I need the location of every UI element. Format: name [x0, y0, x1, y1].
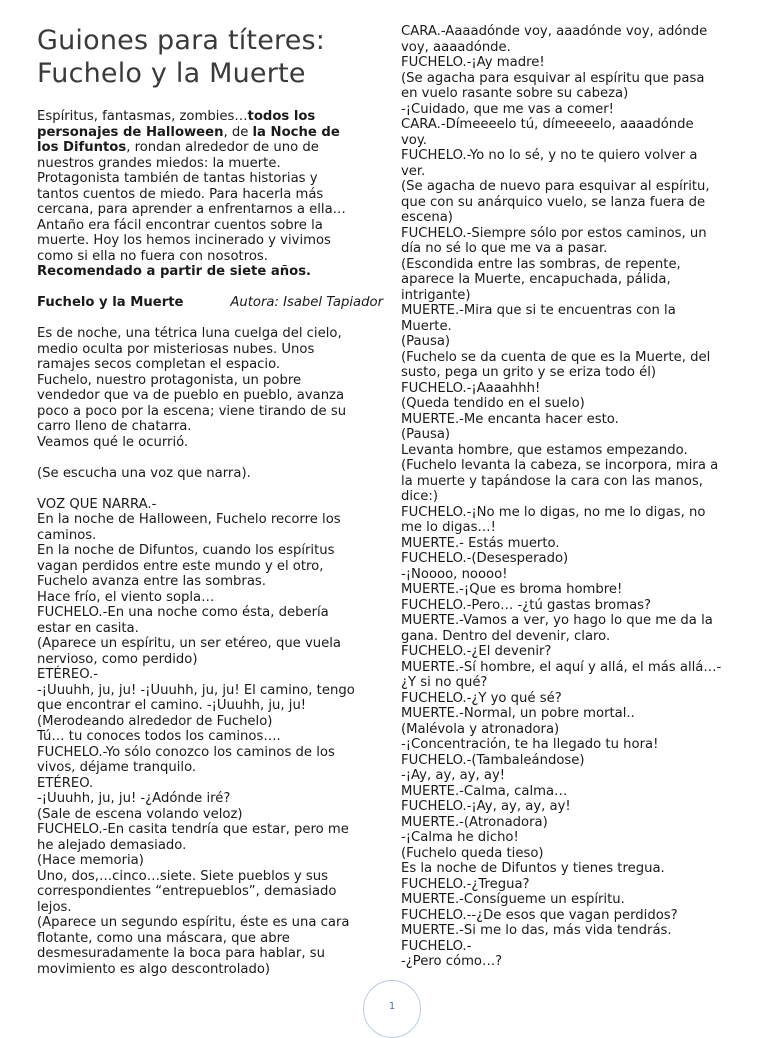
script-line: escena) [401, 210, 453, 225]
script-line: FUCHELO.- [401, 938, 472, 954]
script-line: MUERTE.-Si me lo das, más vida tendrás. [401, 923, 672, 938]
age-recommendation: Recomendado a partir de siete años. [37, 264, 312, 279]
intro-bold-text: todos los [247, 109, 316, 124]
script-line: FUCHELO.-Yo no lo sé, y no te quiero volver a [401, 148, 698, 163]
script-line: (Fuchelo queda tieso) [401, 845, 544, 861]
page-title [37, 24, 383, 90]
script-line: aparece la Muerte, encapuchada, pálida, [401, 272, 671, 287]
script-line: caminos. [37, 527, 97, 543]
intro-bold-text: los Difuntos [37, 140, 127, 155]
script-line: FUCHELO.--¿De esos que vagan perdidos? [401, 907, 678, 923]
script-line: FUCHELO.-En casita tendría que estar, pero me [37, 822, 349, 837]
script-line: MUERTE.-Me encanta hacer esto. [401, 411, 619, 427]
intro-bold-text: personajes de Halloween [37, 124, 224, 140]
script-line: En la noche de Difuntos, cuando los espíritus [37, 543, 335, 558]
intro-line [37, 109, 383, 125]
script-line: vendedor que va de pueblo en pueblo, avanza [37, 388, 345, 403]
script-line: ver. [401, 163, 426, 179]
script-line: MUERTE.-Normal, un pobre mortal.. [401, 706, 635, 721]
script-line: Veamos qué le ocurrió. [37, 434, 189, 450]
script-line: flotante, como una máscara, que abre [37, 930, 290, 946]
intro-line: Antaño era fácil encontrar cuentos sobre la [37, 217, 323, 233]
script-line: desmesuradamente la boca para hablar, su [37, 946, 325, 961]
script-line: he alejado demasiado. [37, 837, 187, 853]
title-line-2: Fuchelo y la Muerte [37, 58, 306, 89]
script-line: Uno, dos,…cinco…siete. Siete pueblos y sus [37, 868, 328, 884]
script-line: VOZ QUE NARRA.- [37, 496, 157, 512]
script-line: En la noche de Halloween, Fuchelo recorre los [37, 512, 341, 527]
script-line: MUERTE.-Calma, calma… [401, 783, 568, 799]
script-line: MUERTE.-¡Que es broma hombre! [401, 582, 623, 597]
script-line: poco a poco por la escena; viene tirando de su [37, 403, 347, 419]
script-line: (Se agacha para esquivar al espíritu que pasa [401, 70, 705, 86]
script-line: (Pausa) [401, 334, 451, 349]
intro-text: , rondan alrededor de uno de [126, 140, 319, 155]
script-line [37, 450, 383, 466]
script-line: (Aparece un segundo espíritu, éste es una cara [37, 915, 350, 930]
script-line: FUCHELO.-Yo sólo conozco los caminos de los [37, 744, 335, 760]
script-line: en vuelo rasante sobre su cabeza) [401, 86, 629, 101]
script-line: FUCHELO.-¿Y yo qué sé? [401, 690, 562, 706]
intro-line: como si ella no fuera con nosotros. [37, 248, 268, 264]
intro-bold-text: la Noche de [252, 124, 340, 140]
intro-text: , de [223, 124, 253, 140]
script-line: día no sé lo que me va a pasar. [401, 241, 608, 256]
script-line: (Fuchelo levanta la cabeza, se incorpora, mira a [401, 458, 719, 473]
script-line: Muerte. [401, 318, 452, 334]
script-line: me lo digas…! [401, 520, 496, 535]
script-line: (Malévola y atronadora) [401, 721, 560, 737]
script-line: ETÉREO.- [37, 667, 99, 682]
script-line: -¿Pero cómo…? [401, 954, 503, 969]
script-line: dice:) [401, 489, 438, 504]
script-line: -¡Uuuhh, ju, ju! -¡Uuuhh, ju, ju! El camino, tengo [37, 682, 355, 698]
intro-text: Espíritus, fantasmas, zombies… [37, 109, 248, 124]
script-line: voy. [401, 132, 427, 148]
script-line: CARA.-Aaaadónde voy, aaadónde voy, adónde [401, 24, 708, 39]
script-line: ramajes secos completan el espacio. [37, 357, 281, 372]
intro-line: nuestros grandes miedos: la muerte. [37, 155, 281, 171]
work-title: Fuchelo y la Muerte [37, 295, 184, 310]
script-line: la muerte y tapándose la cara con las manos, [401, 473, 703, 489]
script-line: vivos, déjame tranquilo. [37, 760, 197, 775]
script-line: Levanta hombre, que estamos empezando. [401, 442, 688, 458]
script-line: (Fuchelo se da cuenta de que es la Muerte, del [401, 349, 711, 365]
script-line: vagan perdidos entre este mundo y el otro, [37, 558, 324, 574]
script-line: que encontrar el camino. -¡Uuuhh, ju, ju! [37, 698, 307, 713]
script-line: (Se agacha de nuevo para esquivar al espíritu, [401, 179, 710, 194]
script-line: lejos. [37, 899, 72, 915]
script-line: -¡Concentración, te ha llegado tu hora! [401, 737, 659, 752]
script-line: carro lleno de chatarra. [37, 419, 192, 434]
script-line: FUCHELO.-¡Ay madre! [401, 55, 545, 70]
script-line: FUCHELO.-(Desesperado) [401, 551, 569, 566]
intro-line: muerte. Hoy los hemos incinerado y vivimos [37, 233, 331, 248]
spacer [37, 280, 383, 296]
script-line: FUCHELO.-En una noche como ésta, debería [37, 605, 329, 620]
script-line: (Se escucha una voz que narra). [37, 465, 251, 481]
script-line: medio oculta por misteriosas nubes. Unos [37, 341, 315, 357]
intro-paragraph [37, 109, 383, 977]
script-line: FUCHELO.-¿Tregua? [401, 876, 530, 892]
script-line: Es de noche, una tétrica luna cuelga del cielo, [37, 326, 342, 341]
script-line: FUCHELO.-Pero… -¿tú gastas bromas? [401, 597, 652, 613]
script-line: Es la noche de Difuntos y tienes tregua. [401, 861, 665, 876]
script-line: Fuchelo avanza entre las sombras. [37, 574, 266, 589]
script-line: -¡Noooo, noooo! [401, 566, 508, 582]
script-line: MUERTE.-(Atronadora) [401, 814, 548, 830]
script-line: MUERTE.- Estás muerto. [401, 535, 560, 551]
script-line: (Pausa) [401, 427, 451, 442]
author-credit: Autora: Isabel Tapiador [230, 295, 383, 310]
intro-line: cercana, para aprender a enfrentarnos a ella… [37, 202, 346, 217]
script-line: MUERTE.-Sí hombre, el aquí y allá, el más allá…- [401, 659, 722, 675]
script-line: -¡Calma he dicho! [401, 830, 519, 845]
script-line: (Sale de escena volando veloz) [37, 806, 243, 822]
title-line-1: Guiones para títeres: [37, 25, 326, 56]
intro-line: Protagonista también de tantas historias y [37, 171, 318, 186]
script-line: (Hace memoria) [37, 853, 144, 868]
script-line: gana. Dentro del devenir, claro. [401, 628, 611, 644]
script-right-column [401, 24, 747, 970]
script-line: que con su anárquico vuelo, se lanza fuera de [401, 194, 706, 210]
script-line: (Escondida entre las sombras, de repente, [401, 256, 681, 272]
script-line: ETÉREO. [37, 775, 94, 791]
script-line [37, 481, 383, 497]
script-line: Fuchelo, nuestro protagonista, un pobre [37, 372, 302, 388]
script-line: nervioso, como perdido) [37, 651, 198, 667]
script-line: correspondientes “entrepueblos”, demasiado [37, 884, 337, 899]
script-left-column [37, 326, 383, 977]
script-line: MUERTE.-Consígueme un espíritu. [401, 892, 625, 907]
script-line: FUCHELO.-¡Ay, ay, ay, ay! [401, 799, 571, 814]
script-line: Hace frío, el viento sopla… [37, 589, 215, 605]
script-line: movimiento es algo descontrolado) [37, 961, 271, 977]
script-line: MUERTE.-Mira que si te encuentras con la [401, 303, 676, 318]
script-line: FUCHELO.-¿El devenir? [401, 644, 552, 659]
script-line: susto, pega un grito y se eriza todo él) [401, 365, 657, 380]
script-line: Tú… tu conoces todos los caminos…. [37, 729, 281, 744]
intro-line: tantos cuentos de miedo. Para hacerla más [37, 186, 324, 202]
script-line: FUCHELO.-Siempre sólo por estos caminos, un [401, 225, 707, 241]
page-number: 1 [363, 980, 421, 1038]
intro-line [37, 125, 383, 141]
script-line: voy, aaaadónde. [401, 39, 511, 55]
script-line: MUERTE.-Vamos a ver, yo hago lo que me da la [401, 613, 713, 628]
script-line: FUCHELO.-(Tambaleándose) [401, 752, 585, 768]
byline [37, 295, 383, 311]
script-line: -¡Ay, ay, ay, ay! [401, 768, 506, 783]
script-line: (Queda tendido en el suelo) [401, 396, 585, 411]
intro-line [37, 140, 383, 156]
spacer [37, 311, 383, 327]
script-line: -¡Uuuhh, ju, ju! -¿Adónde iré? [37, 791, 231, 806]
script-line: FUCHELO.-¡Aaaahhh! [401, 380, 541, 396]
script-line: (Aparece un espíritu, un ser etéreo, que vuela [37, 636, 342, 651]
script-line: FUCHELO.-¡No me lo digas, no me lo digas, no [401, 504, 706, 520]
script-line: CARA.-Dímeeeelo tú, dímeeeelo, aaaadónde [401, 117, 694, 132]
script-line: estar en casita. [37, 620, 139, 636]
script-line: -¡Cuidado, que me vas a comer! [401, 101, 614, 117]
script-line: (Merodeando alrededor de Fuchelo) [37, 713, 273, 729]
script-line: intrigante) [401, 287, 471, 303]
script-line: ¿Y si no qué? [401, 675, 488, 690]
